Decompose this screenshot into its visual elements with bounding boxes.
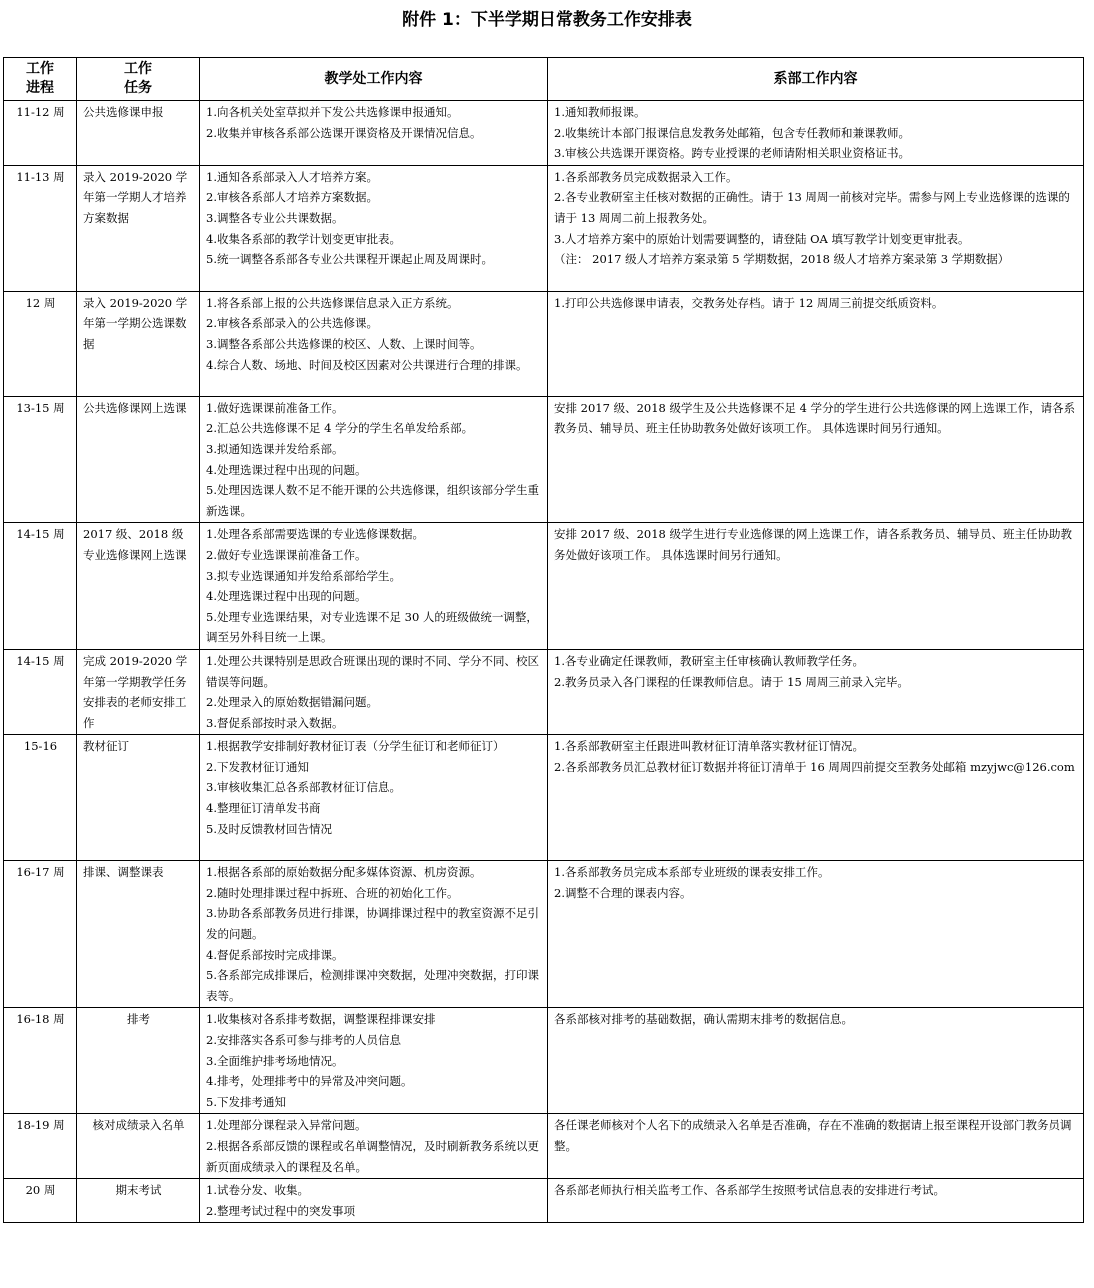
office-item: 2.汇总公共选修课不足 4 学分的学生名单发给系部。: [206, 421, 474, 436]
task-cell: 录入 2019-2020 学年第一学期人才培养方案数据: [77, 165, 200, 291]
dept-content-cell: [548, 1114, 1084, 1179]
dept-content-cell: [548, 101, 1084, 166]
week-cell: 16-18 周: [4, 1008, 77, 1114]
office-item: 3.拟专业选课通知并发给系部给学生。: [206, 568, 401, 583]
dept-content-cell: [548, 649, 1084, 734]
document-title: 附件 1：下半学期日常教务工作安排表: [402, 10, 692, 30]
dept-item: 安排 2017 级、2018 级学生进行专业选修课的网上选课工作，请各系教务员、辅导员、班主任协助教务处做好该项工作。 具体选课时间另行通知。: [554, 527, 1072, 562]
office-content-cell: [200, 735, 548, 861]
task-cell: 录入 2019-2020 学年第一学期公选课数据: [77, 291, 200, 396]
table-row: [4, 861, 1084, 1008]
office-content-cell: [200, 291, 548, 396]
office-item: 5.及时反馈教材回告情况: [206, 821, 332, 836]
office-item: 4.处理选课过程中出现的问题。: [206, 462, 367, 477]
office-item: 2.下发教材征订通知: [206, 759, 309, 774]
dept-content-cell: [548, 523, 1084, 650]
office-item: 1.试卷分发、收集。: [206, 1183, 309, 1198]
office-item: 4.收集各系部的教学计划变更审批表。: [206, 231, 401, 246]
office-item: 3.全面维护排考场地情况。: [206, 1053, 344, 1068]
office-content-cell: [200, 396, 548, 523]
week-cell: 13-15 周: [4, 396, 77, 523]
week-cell: 14-15 周: [4, 523, 77, 650]
dept-content-cell: [548, 861, 1084, 1008]
office-item: 1.处理公共课特别是思政合班课出现的课时不同、学分不同、校区错误等问题。: [206, 653, 539, 689]
office-item: 4.排考，处理排考中的异常及冲突问题。: [206, 1074, 413, 1089]
office-item: 1.向各机关处室草拟并下发公共选修课申报通知。: [206, 105, 459, 119]
office-content-cell: [200, 1179, 548, 1223]
dept-item: 1.各系部教务员完成本系部专业班级的课表安排工作。: [554, 865, 830, 880]
dept-item: 2.收集统计本部门报课信息发教务处邮箱，包含专任教师和兼课教师。: [554, 125, 910, 140]
dept-item: 安排 2017 级、2018 级学生及公共选修课不足 4 学分的学生进行公共选修课的网上选课工作，请各系教务员、辅导员、班主任协助教务处做好该项工作。 具体选课时间另行通知。: [554, 400, 1076, 436]
office-item: 2.根据各系部反馈的课程或名单调整情况，及时刷新教务系统以更新页面成绩录入的课程及名单。: [206, 1139, 539, 1174]
dept-item: 各系部老师执行相关监考工作、各系部学生按照考试信息表的安排进行考试。: [554, 1183, 945, 1198]
office-item: 3.拟通知选课并发给系部。: [206, 441, 344, 456]
office-item: 5.统一调整各系部各专业公共课程开课起止周及周课时。: [206, 252, 493, 267]
office-item: 2.处理录入的原始数据错漏问题。: [206, 695, 378, 710]
table-row: [4, 1114, 1084, 1179]
dept-item: 2.各专业教研室主任核对数据的正确性。请于 13 周周一前核对完毕。需参与网上专业选修课的选课的请于 13 周周二前上报教务处。: [554, 190, 1070, 225]
week-cell: 15-16: [4, 735, 77, 861]
dept-item: 1.通知教师报课。: [554, 105, 646, 119]
dept-content-cell: [548, 1008, 1084, 1114]
office-item: 1.根据教学安排制好教材征订表（分学生征订和老师征订）: [206, 739, 505, 754]
office-item: 1.通知各系部录入人才培养方案。: [206, 169, 378, 184]
task-cell: 完成 2019-2020 学年第一学期教学任务安排表的老师安排工作: [77, 649, 200, 734]
office-item: 5.处理专业选课结果，对专业选课不足 30 人的班级做统一调整，调至另外科目统一上课。: [206, 609, 538, 645]
office-item: 5.各系部完成排课后，检测排课冲突数据，处理冲突数据，打印课表等。: [206, 968, 539, 1003]
dept-item: 1.打印公共选修课申请表，交教务处存档。请于 12 周周三前提交纸质资料。: [554, 295, 944, 310]
header-task: 工作 任务: [77, 58, 200, 101]
office-item: 4.整理征订清单发书商: [206, 801, 321, 816]
table-header-row: [4, 58, 1084, 101]
week-cell: 14-15 周: [4, 649, 77, 734]
week-cell: 11-12 周: [4, 101, 77, 166]
office-item: 3.调整各专业公共课数据。: [206, 210, 344, 225]
dept-item: 1.各专业确定任课教师，教研室主任审核确认教师教学任务。: [554, 653, 864, 668]
dept-item: 各系部核对排考的基础数据，确认需期末排考的数据信息。: [554, 1012, 853, 1027]
office-item: 5.处理因选课人数不足不能开课的公共选修课，组织该部分学生重新选课。: [206, 483, 539, 518]
dept-item: 各任课老师核对个人名下的成绩录入名单是否准确，存在不准确的数据请上报至课程开设部门教务员调整。: [554, 1118, 1072, 1153]
dept-item: 2.教务员录入各门课程的任课教师信息。请于 15 周周三前录入完毕。: [554, 674, 909, 689]
task-cell: 期末考试: [77, 1179, 200, 1223]
task-cell: 公共选修课申报: [77, 101, 200, 166]
dept-item: 3.人才培养方案中的原始计划需要调整的，请登陆 OA 填写教学计划变更审批表。: [554, 231, 970, 246]
schedule-table: [3, 57, 1084, 1223]
dept-content-cell: [548, 291, 1084, 396]
dept-item: 3.审核公共选课开课资格。跨专业授课的老师请附相关职业资格证书。: [554, 146, 910, 161]
dept-item: 1.各系部教务员完成数据录入工作。: [554, 169, 738, 184]
office-item: 3.督促系部按时录入数据。: [206, 715, 344, 730]
table-row: [4, 523, 1084, 650]
office-content-cell: [200, 101, 548, 166]
table-row: [4, 101, 1084, 166]
table-row: [4, 291, 1084, 396]
dept-content-cell: [548, 165, 1084, 291]
office-item: 1.将各系部上报的公共选修课信息录入正方系统。: [206, 295, 459, 310]
dept-item: 2.调整不合理的课表内容。: [554, 885, 692, 900]
week-cell: 18-19 周: [4, 1114, 77, 1179]
office-item: 5.下发排考通知: [206, 1094, 286, 1109]
task-cell: 教材征订: [77, 735, 200, 861]
table-row: [4, 396, 1084, 523]
office-item: 1.处理各系部需要选课的专业选修课数据。: [206, 527, 424, 542]
task-cell: 排考: [77, 1008, 200, 1114]
office-item: 2.审核各系部人才培养方案数据。: [206, 190, 378, 205]
office-item: 4.处理选课过程中出现的问题。: [206, 589, 367, 604]
dept-content-cell: [548, 735, 1084, 861]
office-item: 1.处理部分课程录入异常问题。: [206, 1118, 367, 1133]
table-row: [4, 1008, 1084, 1114]
office-item: 2.收集并审核各系部公选课开课资格及开课情况信息。: [206, 125, 482, 140]
dept-item: （注： 2017 级人才培养方案录第 5 学期数据，2018 级人才培养方案录第 3 学期数据）: [554, 252, 1010, 267]
task-cell: 排课、调整课表: [77, 861, 200, 1008]
week-cell: 20 周: [4, 1179, 77, 1223]
task-cell: 2017 级、2018 级专业选修课网上选课: [77, 523, 200, 650]
office-content-cell: [200, 649, 548, 734]
office-content-cell: [200, 861, 548, 1008]
table-row: [4, 1179, 1084, 1223]
office-content-cell: [200, 1008, 548, 1114]
office-item: 2.随时处理排课过程中拆班、合班的初始化工作。: [206, 885, 459, 900]
dept-item: 1.各系部教研室主任跟进叫教材征订清单落实教材征订情况。: [554, 739, 864, 754]
week-cell: 12 周: [4, 291, 77, 396]
office-item: 1.做好选课课前准备工作。: [206, 400, 344, 415]
office-item: 4.综合人数、场地、时间及校区因素对公共课进行合理的排课。: [206, 357, 528, 372]
office-content-cell: [200, 165, 548, 291]
office-item: 1.收集核对各系排考数据，调整课程排课安排: [206, 1012, 436, 1027]
office-item: 2.安排落实各系可参与排考的人员信息: [206, 1033, 401, 1048]
office-item: 3.审核收集汇总各系部教材征订信息。: [206, 780, 401, 795]
office-item: 3.调整各系部公共选修课的校区、人数、上课时间等。: [206, 336, 482, 351]
table-row: [4, 735, 1084, 861]
office-content-cell: [200, 523, 548, 650]
office-item: 2.审核各系部录入的公共选修课。: [206, 316, 378, 331]
table-row: [4, 165, 1084, 291]
office-item: 2.整理考试过程中的突发事项: [206, 1203, 355, 1218]
dept-content-cell: [548, 1179, 1084, 1223]
week-cell: 11-13 周: [4, 165, 77, 291]
table-row: [4, 649, 1084, 734]
header-office-content: 教学处工作内容: [200, 58, 548, 101]
office-item: 1.根据各系部的原始数据分配多媒体资源、机房资源。: [206, 865, 482, 880]
office-item: 4.督促系部按时完成排课。: [206, 947, 344, 962]
office-item: 3.协助各系部教务员进行排课，协调排课过程中的教室资源不足引发的问题。: [206, 906, 539, 942]
task-cell: 核对成绩录入名单: [77, 1114, 200, 1179]
header-dept-content: 系部工作内容: [548, 58, 1084, 101]
office-item: 2.做好专业选课课前准备工作。: [206, 547, 367, 562]
week-cell: 16-17 周: [4, 861, 77, 1008]
task-cell: 公共选修课网上选课: [77, 396, 200, 523]
dept-item: 2.各系部教务员汇总教材征订数据并将征订清单于 16 周周四前提交至教务处邮箱 mzyjwc@126.com: [554, 759, 1075, 774]
office-content-cell: [200, 1114, 548, 1179]
dept-content-cell: [548, 396, 1084, 523]
header-progress: 工作 进程: [4, 58, 77, 101]
